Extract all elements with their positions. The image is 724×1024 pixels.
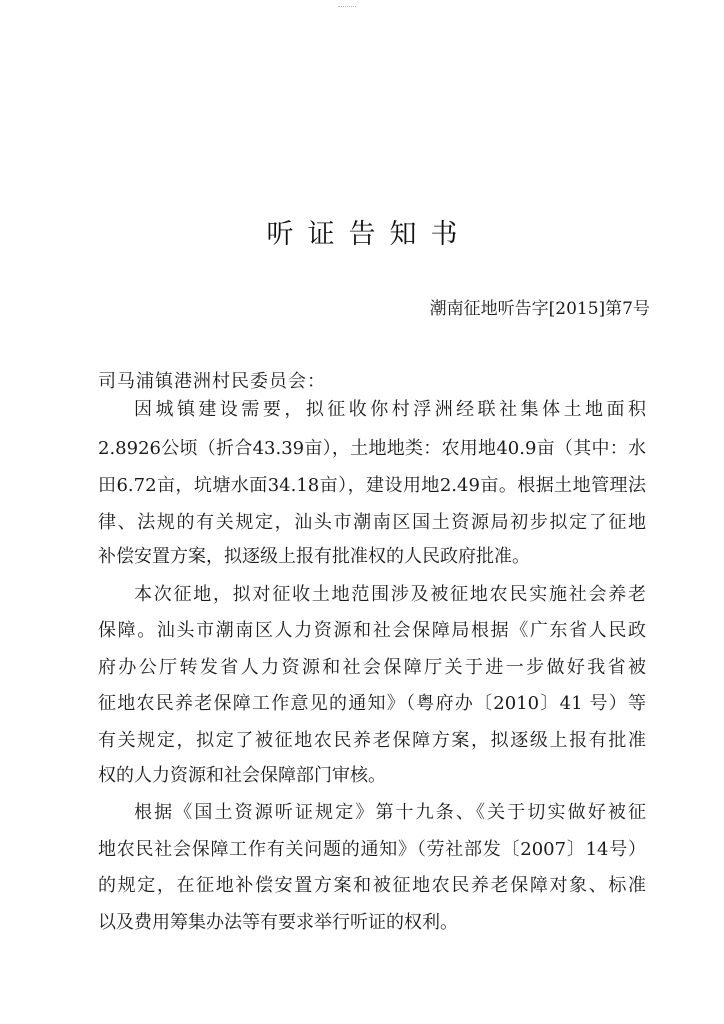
paragraph-2-line-1: 本次征地，拟对征收土地范围涉及被征地农民实施社会养老 bbox=[134, 584, 646, 605]
paragraph-1-line-5: 补偿安置方案，拟逐级上报有批准权的人民政府批准。 bbox=[98, 546, 530, 567]
paragraph-2-line-2: 保障。汕头市潮南区人力资源和社会保障局根据《广东省人民政 bbox=[98, 620, 646, 641]
paragraph-3-line-1: 根据《国土资源听证规定》第十九条、《关于切实做好被征 bbox=[134, 802, 646, 823]
scan-speck bbox=[338, 6, 356, 11]
paragraph-2-line-6: 权的人力资源和社会保障部门审核。 bbox=[98, 765, 386, 786]
document-title: 听证告知书 bbox=[266, 219, 472, 250]
document-number: 潮南征地听告字[2015]第7号 bbox=[429, 299, 650, 319]
paragraph-1-line-4: 律、法规的有关规定，汕头市潮南区国土资源局初步拟定了征地 bbox=[98, 512, 646, 533]
paragraph-1-line-1: 因城镇建设需要，拟征收你村浮洲经联社集体土地面积 bbox=[134, 399, 646, 420]
paragraph-1-line-3: 田6.72亩，坑塘水面34.18亩），建设用地2.49亩。根据土地管理法 bbox=[98, 475, 646, 496]
addressee: 司马浦镇港洲村民委员会： bbox=[98, 371, 326, 392]
paragraph-3-line-4: 以及费用筹集办法等有要求举行听证的权利。 bbox=[98, 912, 458, 933]
paragraph-3-line-3: 的规定，在征地补偿安置方案和被征地农民养老保障对象、标准 bbox=[98, 875, 646, 896]
paragraph-1-line-2: 2.8926公顷（折合43.39亩），土地地类：农用地40.9亩（其中：水 bbox=[98, 438, 646, 459]
paragraph-2-line-3: 府办公厅转发省人力资源和社会保障厅关于进一步做好我省被 bbox=[98, 657, 646, 678]
paragraph-2-line-5: 有关规定，拟定了被征地农民养老保障方案，拟逐级上报有批准 bbox=[98, 730, 646, 751]
paragraph-2-line-4: 征地农民养老保障工作意见的通知》（粤府办〔2010〕41 号）等 bbox=[98, 693, 646, 714]
paragraph-3-line-2: 地农民社会保障工作有关问题的通知》（劳社部发〔2007〕14号） bbox=[98, 839, 646, 860]
